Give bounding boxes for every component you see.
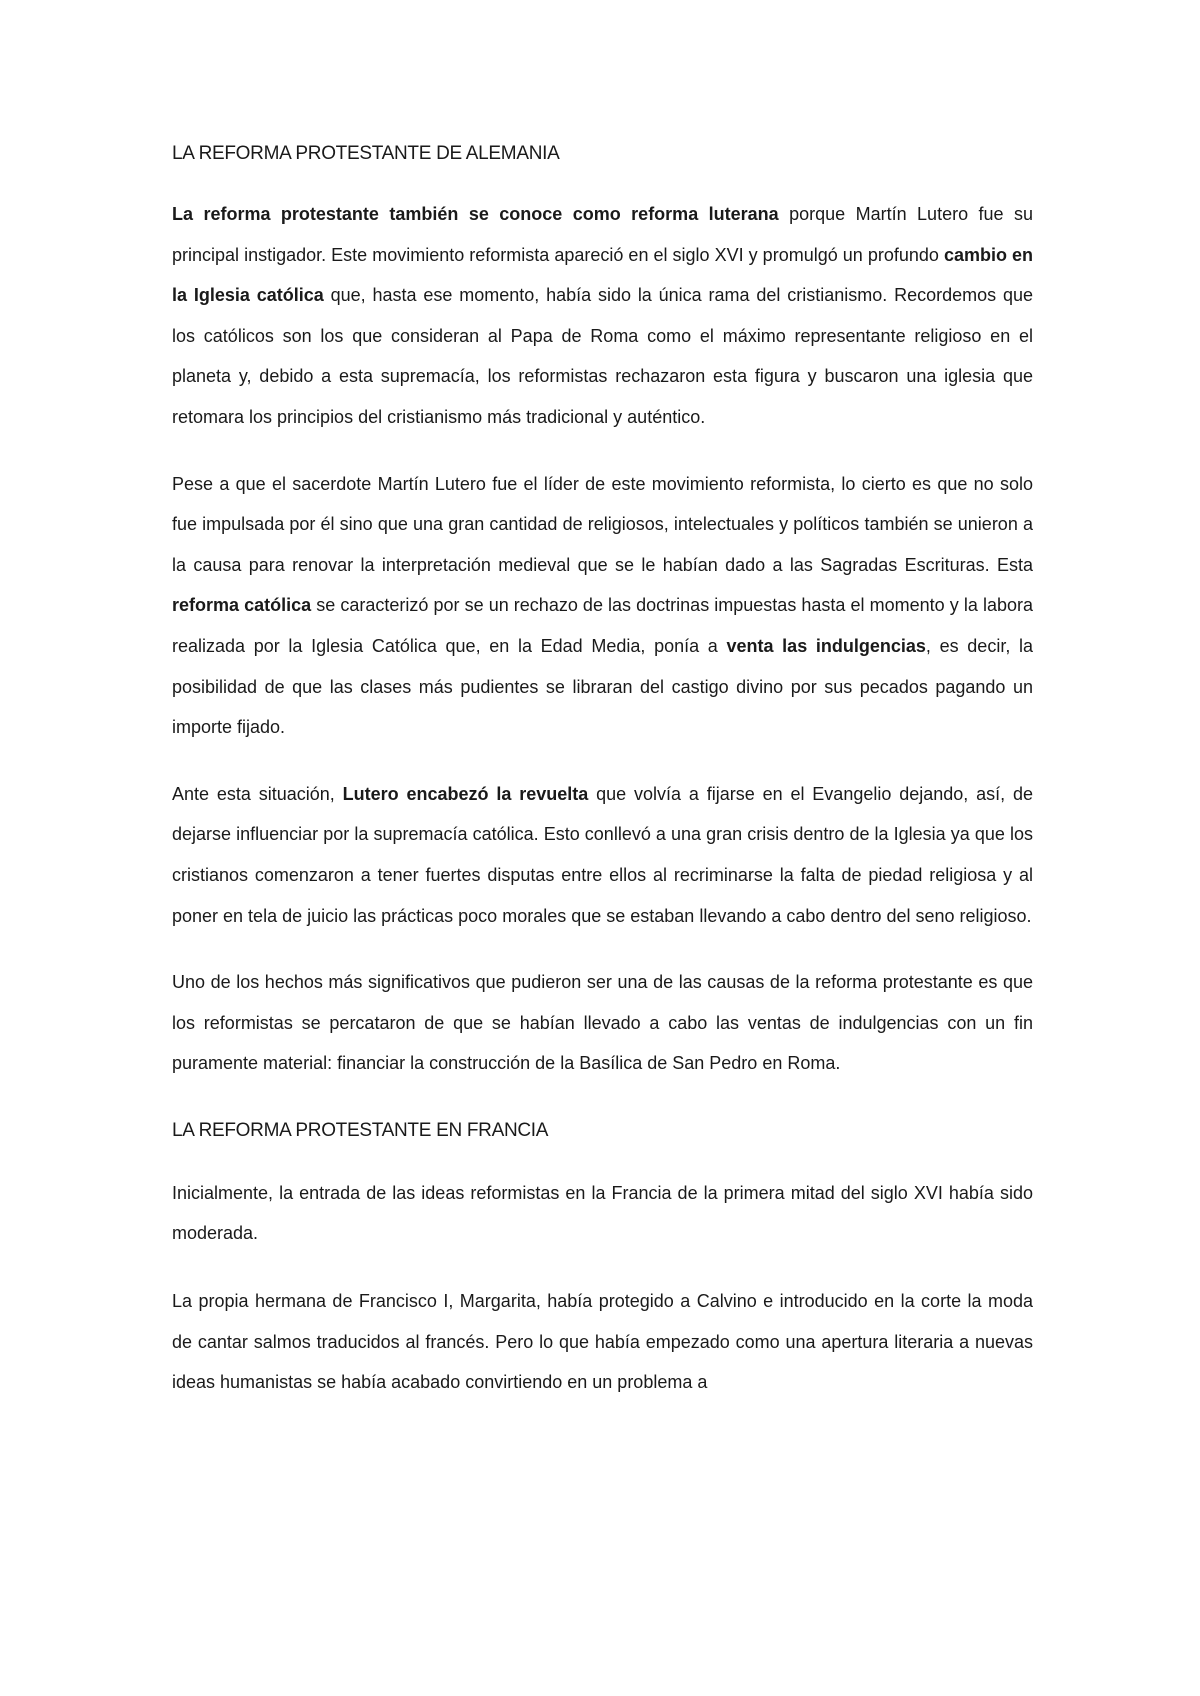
bold-phrase: Lutero encabezó la revuelta xyxy=(342,783,589,804)
section-heading-france: LA REFORMA PROTESTANTE EN FRANCIA xyxy=(172,1119,549,1141)
paragraph-indulgences: Uno de los hechos más significativos que pudieron ser una de las causas de la reforma protestante es que los reformistas se percataron de que se habían llevado a cabo las ventas de indulgencias con un fin puramente material: financiar la construcción de la Basílica de San Pedro en Roma. xyxy=(172,972,1033,1074)
bold-phrase: venta las indulgencias xyxy=(726,635,926,656)
text-run: se caracterizó por se un rechazo de las doctrinas impuestas hasta el momento y la labora realizada por la Iglesia Católica que, en la Edad Media, ponía a xyxy=(172,595,1033,656)
bold-phrase: reforma católica xyxy=(172,595,312,616)
paragraph-france-intro: Inicialmente, la entrada de las ideas reformistas en la Francia de la primera mitad del siglo XVI había sido moderada. xyxy=(172,1182,1033,1244)
paragraph-lutheran-reform xyxy=(172,194,1033,438)
text-run: Pese a que el sacerdote Martín Lutero fue el líder de este movimiento reformista, lo cierto es que no solo fue impulsada por él sino que una gran cantidad de religiosos, intelectuales y políticos también se unieron a la causa para renovar la interpretación medieval que se le habían dado a las Sagradas Escrituras. Esta xyxy=(172,473,1033,575)
section-heading-germany: LA REFORMA PROTESTANTE DE ALEMANIA xyxy=(172,143,560,164)
bold-phrase: La reforma protestante también se conoce como reforma luterana xyxy=(172,204,779,224)
text-run: , es decir, la posibilidad de que las clases más pudientes se libraran del castigo divino por sus pecados pagando un importe fijado. xyxy=(172,635,1034,738)
text-run: que volvía a fijarse en el Evangelio dejando, así, de dejarse influenciar por la supremacía católica. Esto conllevó a una gran crisis dentro de la Iglesia ya que los cristianos comenzaron a tener fuertes disputas entre ellos al recriminarse la falta de piedad religiosa y al poner en tela de juicio las prácticas poco morales que se estaban llevando a cabo dentro del seno religioso. xyxy=(172,783,1033,926)
text-run: que, hasta ese momento, había sido la única rama del cristianismo. Recordemos que los católicos son los que consideran al Papa de Roma como el máximo representante religioso en el planeta y, debido a esta supremacía, los reformistas rechazaron esta figura y buscaron una iglesia que retomara los principios del cristianismo más tradicional y auténtico. xyxy=(172,285,1034,427)
paragraph-revolt xyxy=(172,774,1033,936)
text-run: porque Martín Lutero fue su principal instigador. Este movimiento reformista apareció en el siglo XVI y promulgó un profundo xyxy=(172,204,1033,265)
document-page xyxy=(172,140,1033,1403)
bold-phrase: cambio en la Iglesia católica xyxy=(172,244,1033,306)
text-run: Ante esta situación, xyxy=(172,783,343,804)
paragraph-margarita: La propia hermana de Francisco I, Margarita, había protegido a Calvino e introducido en la corte la moda de cantar salmos traducidos al francés. Pero lo que había empezado como una apertura literaria a nuevas ideas humanistas se había acabado convirtiendo en un problema a xyxy=(172,1291,1033,1393)
paragraph-luther-leader xyxy=(172,464,1033,748)
